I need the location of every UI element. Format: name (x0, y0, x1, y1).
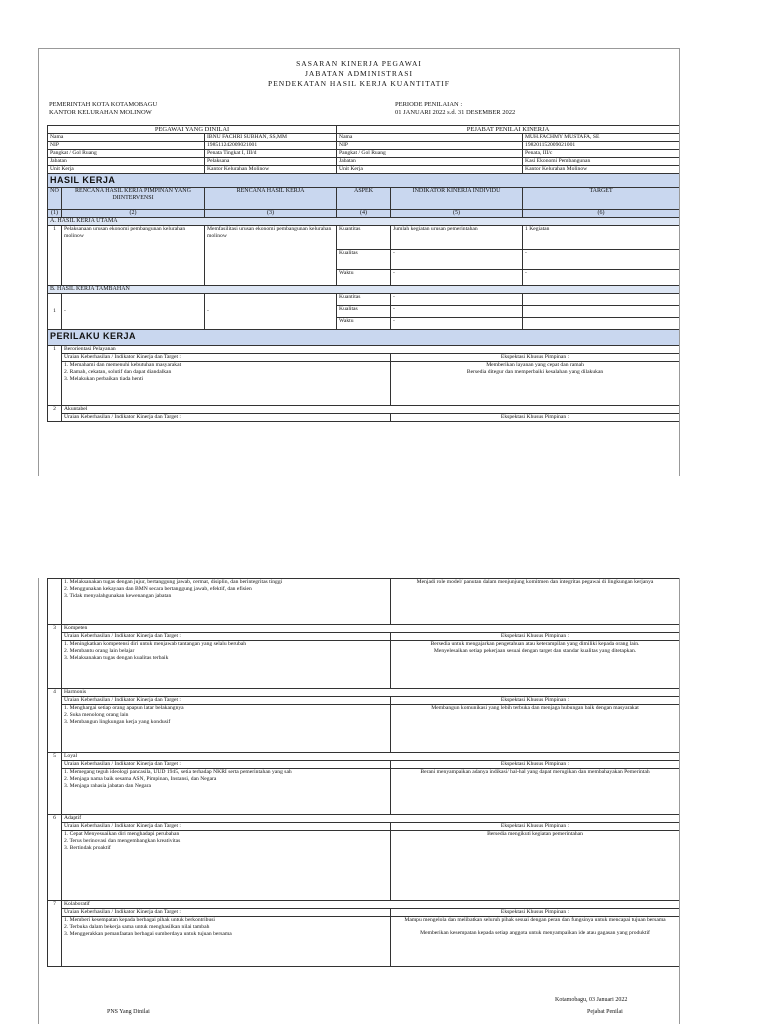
perilaku-3-content-row (48, 641, 680, 689)
perilaku-5-eks-1: Berani menyampaikan adanya indikasi/ hal-hal yang dapat merugikan dan membahayakan Pemerintah (420, 769, 650, 775)
tambahan-aspek-waktu: Waktu (337, 318, 391, 330)
col-aspek: ASPEK (337, 188, 391, 210)
perilaku-1-no: 1 (48, 346, 62, 406)
perilaku-1-ind-1: 1. Memahami dan memenuhi kebutuhan masyarakat (64, 362, 182, 368)
perilaku-2-indikator (62, 579, 391, 625)
tambahan-indikator-1: - (391, 294, 523, 306)
utama-title: A. HASIL KERJA UTAMA (48, 218, 680, 226)
value-nama-r: MUH.FACHMY MUSTAFA, SE (523, 134, 680, 142)
utama-indikator-2: - (391, 250, 523, 270)
signature-left-label: PNS Yang Dinilai (107, 1009, 150, 1015)
perilaku-5-name: Loyal (62, 753, 680, 761)
value-unit: Kantor Kelurahan Molinow (205, 166, 337, 174)
utama-title-row (48, 218, 680, 226)
perilaku-title: PERILAKU KERJA (48, 330, 680, 346)
utama-aspek-kuantitas: Kuantitas (337, 226, 391, 250)
perilaku-2-uraian-label: Uraian Keberhasilan / Indikator Kinerja dan Target : (62, 414, 391, 422)
perilaku-4-indikator (62, 705, 391, 753)
perilaku-1-content-row (48, 362, 680, 406)
perilaku-2-ind-3: 3. Tidak menyalahgunakan kewenangan jabatan (64, 593, 172, 599)
value-nip: 198511242009021001 (205, 142, 337, 150)
perilaku-6-ind-3: 3. Bertindak proaktif (64, 845, 111, 851)
colnum-1: (1) (48, 210, 62, 218)
perilaku-1-eks-2: Bersedia ditegur dan memperbaiki kesalahan yang dilakukan (466, 369, 604, 375)
perilaku-5-name-row (48, 753, 680, 761)
label-unit-r: Unit Kerja (337, 166, 523, 174)
value-nip-r: 198201152009021001 (523, 142, 680, 150)
perilaku-3-eks-1: Bersedia untuk mengajarkan pengetahuan atau keterampilan yang dimiliki kepada orang lain. (430, 641, 640, 647)
perilaku-6-ekspektasi-label: Ekspektasi Khusus Pimpinan : (391, 823, 680, 831)
title-line-1: SASARAN KINERJA PEGAWAI (296, 59, 422, 68)
tambahan-aspek-kuantitas: Kuantitas (337, 294, 391, 306)
perilaku-6-label-row (48, 823, 680, 831)
perilaku-7-content-row (48, 917, 680, 967)
label-nama: Nama (48, 134, 205, 142)
perilaku-7-indikator (62, 917, 391, 967)
colnum-4: (4) (337, 210, 391, 218)
perilaku-4-label-row (48, 697, 680, 705)
title-line-3: PENDEKATAN HASIL KERJA KUANTITATIF (268, 79, 450, 88)
label-nip-r: NIP (337, 142, 523, 150)
header-title-row (48, 126, 680, 134)
perilaku-6-ind-2: 2. Terus berinovasi dan mengembangkan kreativitas (64, 838, 181, 844)
value-pangkat-r: Penata, III/c (523, 150, 680, 158)
perilaku-2-ind-2: 2. Menggunakan kekayaan dan BMN secara bertanggung jawab, efektif, dan efisien (64, 586, 252, 592)
perilaku-1-indikator (62, 362, 391, 406)
perilaku-3-uraian-label: Uraian Keberhasilan / Indikator Kinerja dan Target : (62, 633, 391, 641)
perilaku-1-name-row (48, 346, 680, 354)
perilaku-1-ind-3: 3. Melakukan perbaikan tiada henti (64, 376, 144, 382)
document-page-2 (38, 578, 680, 1024)
perilaku-6-ind-1: 1. Cepat Menyesuaikan diri menghadapi perubahan (64, 831, 180, 837)
perilaku-2-name-row (48, 406, 680, 414)
perilaku-1-eks-1: Memberikan layanan yang cepat dan ramah (486, 362, 584, 368)
perilaku-3-ekspektasi (391, 641, 680, 689)
label-jabatan-r: Jabatan (337, 158, 523, 166)
label-nip: NIP (48, 142, 205, 150)
col-target: TARGET (523, 188, 680, 210)
perilaku-4-ind-1: 1. Menghargai setiap orang apapun latar belakangnya (64, 705, 184, 711)
perilaku-3-eks-2: Menyelesaikan setiap pekerjaan sesuai dengan target dan standar kualitas yang ditetapkan. (433, 648, 637, 654)
perilaku-5-no: 5 (48, 753, 62, 815)
tambahan-aspek-kualitas: Kualitas (337, 306, 391, 318)
perilaku-6-content-row (48, 831, 680, 901)
skp-table (47, 125, 680, 422)
utama-no: 1 (48, 226, 62, 286)
org-info (49, 101, 157, 117)
signature-right-label: Pejabat Penilai (587, 1009, 623, 1015)
perilaku-5-label-row (48, 761, 680, 769)
perilaku-3-name: Kompeten (62, 625, 680, 633)
tambahan-indikator-3: - (391, 318, 523, 330)
period-info (395, 101, 515, 117)
perilaku-2-ekspektasi-label: Ekspektasi Khusus Pimpinan : (391, 414, 680, 422)
perilaku-7-name-row (48, 901, 680, 909)
perilaku-6-name: Adaptif (62, 815, 680, 823)
perilaku-7-ekspektasi (391, 917, 680, 967)
perilaku-5-uraian-label: Uraian Keberhasilan / Indikator Kinerja dan Target : (62, 761, 391, 769)
org-line-1: PEMERINTAH KOTA KOTAMOBAGU (49, 101, 158, 108)
utama-rencana: Memfasilitasi urusan ekonomi pembangunan kelurahan molinow (205, 226, 337, 286)
col-rencana: RENCANA HASIL KERJA (205, 188, 337, 210)
perilaku-section-row (48, 330, 680, 346)
perilaku-7-no: 7 (48, 901, 62, 967)
perilaku-5-ekspektasi-label: Ekspektasi Khusus Pimpinan : (391, 761, 680, 769)
perilaku-3-name-row (48, 625, 680, 633)
perilaku-6-indikator (62, 831, 391, 901)
perilaku-6-ekspektasi (391, 831, 680, 901)
perilaku-7-ekspektasi-label: Ekspektasi Khusus Pimpinan : (391, 909, 680, 917)
utama-indikator-3: - (391, 270, 523, 286)
perilaku-7-eks-1: Mampu mengelola dan melibatkan seluruh pihak sesuai dengan peran dan fungsinya untuk mencapai tujuan bersama (404, 917, 666, 923)
perilaku-2-ind-1: 1. Melaksanakan tugas dengan jujur, bertanggung jawab, cermat, disiplin, dan berintegritas tinggi (64, 579, 283, 585)
value-jabatan: Pelaksana (205, 158, 337, 166)
perilaku-4-no: 4 (48, 689, 62, 753)
period-value: 01 JANUARI 2022 s.d. 31 DESEMBER 2022 (395, 109, 516, 116)
perilaku-3-ind-2: 2. Membantu orang lain belajar (64, 648, 135, 654)
utama-aspek-kualitas: Kualitas (337, 250, 391, 270)
utama-row-kuantitas (48, 226, 680, 250)
perilaku-2-content-row (48, 579, 680, 625)
perilaku-4-content-row (48, 705, 680, 753)
tambahan-no: 1 (48, 294, 62, 330)
perilaku-7-eks-2: Memberikan kesempatan kepada setiap anggota untuk menyampaikan ide atau gagasan yang produktif (420, 930, 650, 936)
perilaku-4-ind-2: 2. Suka menolong orang lain (64, 712, 129, 718)
tambahan-indikator-2: - (391, 306, 523, 318)
perilaku-7-name: Kolaboratif (62, 901, 680, 909)
tambahan-target-1 (523, 294, 680, 306)
perilaku-3-ind-1: 1. Meningkatkan kompetensi diri untuk menjawab tantangan yang selalu berubah (64, 641, 247, 647)
tambahan-title-row (48, 286, 680, 294)
label-pangkat: Pangkat / Gol Ruang (48, 150, 205, 158)
hasil-kerja-section-row (48, 174, 680, 188)
tambahan-target-2 (523, 306, 680, 318)
perilaku-6-eks-1: Bersedia mengikuti kegiatan pemerintahan (487, 831, 583, 837)
colnum-5: (5) (391, 210, 523, 218)
perilaku-2-label-row (48, 414, 680, 422)
perilaku-4-eks-1: Membangun komunikasi yang lebih terbuka dan menjaga hubungan baik dengan masyarakat (431, 705, 639, 711)
value-pangkat: Penata Tingkat I, III/d (205, 150, 337, 158)
column-header-row (48, 188, 680, 210)
pegawai-title: PEGAWAI YANG DINILAI (48, 126, 337, 134)
perilaku-2-no: 2 (48, 406, 62, 422)
perilaku-4-name: Harmonis (62, 689, 680, 697)
tambahan-row-kuantitas (48, 294, 680, 306)
perilaku-5-ekspektasi (391, 769, 680, 815)
org-line-2: KANTOR KELURAHAN MOLINOW (49, 109, 152, 116)
utama-target-3: - (523, 270, 680, 286)
perilaku-table-continued (47, 578, 680, 967)
perilaku-3-label-row (48, 633, 680, 641)
perilaku-7-ind-2: 2. Terbuka dalam bekerja sama untuk menghasilkan nilai tambah (64, 924, 210, 930)
col-indikator: INDIKATOR KINERJA INDIVIDU (391, 188, 523, 210)
perilaku-5-ind-3: 3. Menjaga rahasia jabatan dan Negara (64, 783, 151, 789)
signature-place-date: Kotamobagu, 03 Januari 2022 (555, 997, 628, 1003)
utama-aspek-waktu: Waktu (337, 270, 391, 286)
perilaku-7-ind-1: 1. Memberi kesempatan kepada berbagai pihak untuk berkontribusi (64, 917, 215, 923)
perilaku-1-name: Berorientasi Pelayanan (62, 346, 680, 354)
perilaku-1-uraian-label: Uraian Keberhasilan / Indikator Kinerja dan Target : (62, 354, 391, 362)
label-jabatan: Jabatan (48, 158, 205, 166)
hasil-kerja-title: HASIL KERJA (48, 174, 680, 188)
perilaku-7-label-row (48, 909, 680, 917)
value-jabatan-r: Kasi Ekonomi Pembangunan (523, 158, 680, 166)
tambahan-pimpinan: - (62, 294, 205, 330)
period-label: PERIODE PENILAIAN : (395, 101, 463, 108)
title-line-2: JABATAN ADMINISTRASI (305, 69, 413, 78)
perilaku-6-uraian-label: Uraian Keberhasilan / Indikator Kinerja dan Target : (62, 823, 391, 831)
perilaku-1-ekspektasi (391, 362, 680, 406)
perilaku-6-no: 6 (48, 815, 62, 901)
perilaku-1-ind-2: 2. Ramah, cekatan, solutif dan dapat diandalkan (64, 369, 172, 375)
label-pangkat-r: Pangkat / Gol Ruang (337, 150, 523, 158)
colnum-3: (3) (205, 210, 337, 218)
label-nama-r: Nama (337, 134, 523, 142)
colnum-6: (6) (523, 210, 680, 218)
perilaku-3-ekspektasi-label: Ekspektasi Khusus Pimpinan : (391, 633, 680, 641)
col-no: NO (48, 188, 62, 210)
perilaku-3-indikator (62, 641, 391, 689)
perilaku-6-name-row (48, 815, 680, 823)
utama-target-1: 1 Kegiatan (523, 226, 680, 250)
utama-pimpinan: Pelaksanaan urusan ekonomi pembangunan kelurahan molinow (62, 226, 205, 286)
tambahan-title: B. HASIL KERJA TAMBAHAN (48, 286, 680, 294)
header-row-nip (48, 142, 680, 150)
perilaku-1-label-row (48, 354, 680, 362)
page-gap (0, 476, 768, 578)
header-row-nama (48, 134, 680, 142)
perilaku-1-ekspektasi-label: Ekspektasi Khusus Pimpinan : (391, 354, 680, 362)
value-unit-r: Kantor Kelurahan Molinow (523, 166, 680, 174)
value-nama: IBNU FACHRI SUBHAN, SS,MM (205, 134, 337, 142)
colnum-2: (2) (62, 210, 205, 218)
column-number-row (48, 210, 680, 218)
perilaku-2-name: Akuntabel (62, 406, 680, 414)
perilaku-5-indikator (62, 769, 391, 815)
perilaku-7-ind-3: 3. Menggerakkan pemanfaatan berbagai sumberdaya untuk tujuan bersama (64, 931, 232, 937)
document-page-1 (38, 48, 680, 476)
perilaku-4-name-row (48, 689, 680, 697)
tambahan-rencana: - (205, 294, 337, 330)
header-row-pangkat (48, 150, 680, 158)
perilaku-7-uraian-label: Uraian Keberhasilan / Indikator Kinerja dan Target : (62, 909, 391, 917)
perilaku-3-ind-3: 3. Melaksanakan tugas dengan kualitas terbaik (64, 655, 169, 661)
pejabat-title: PEJABAT PENILAI KINERJA (337, 126, 680, 134)
perilaku-5-ind-1: 1. Memegang teguh ideologi pancasila, UUD 1945, setia terhadap NKRI serta pemerintahan yang sah (64, 769, 292, 775)
perilaku-5-content-row (48, 769, 680, 815)
utama-target-2: - (523, 250, 680, 270)
perilaku-5-ind-2: 2. Menjaga nama baik sesama ASN, Pimpinan, Instansi, dan Negara (64, 776, 217, 782)
perilaku-2-eks-1: Menjadi role model/ panutan dalam menjunjung komitmen dan integritas pegawai di lingkungan kerjanya (416, 579, 654, 585)
perilaku-4-ekspektasi-label: Ekspektasi Khusus Pimpinan : (391, 697, 680, 705)
perilaku-4-ekspektasi (391, 705, 680, 753)
perilaku-2-no-cont (48, 579, 62, 625)
header-row-jabatan (48, 158, 680, 166)
perilaku-2-ekspektasi (391, 579, 680, 625)
perilaku-4-ind-3: 3. Membangun lingkungan kerja yang kondusif (64, 719, 171, 725)
col-pimpinan: RENCANA HASIL KERJA PIMPINAN YANG DIINTERVENSI (62, 188, 205, 210)
perilaku-4-uraian-label: Uraian Keberhasilan / Indikator Kinerja dan Target : (62, 697, 391, 705)
label-unit: Unit Kerja (48, 166, 205, 174)
header-row-unit (48, 166, 680, 174)
tambahan-target-3 (523, 318, 680, 330)
document-title (39, 59, 679, 89)
perilaku-3-no: 3 (48, 625, 62, 689)
utama-indikator-1: Jumlah kegiatan urusan pemerintahan (391, 226, 523, 250)
